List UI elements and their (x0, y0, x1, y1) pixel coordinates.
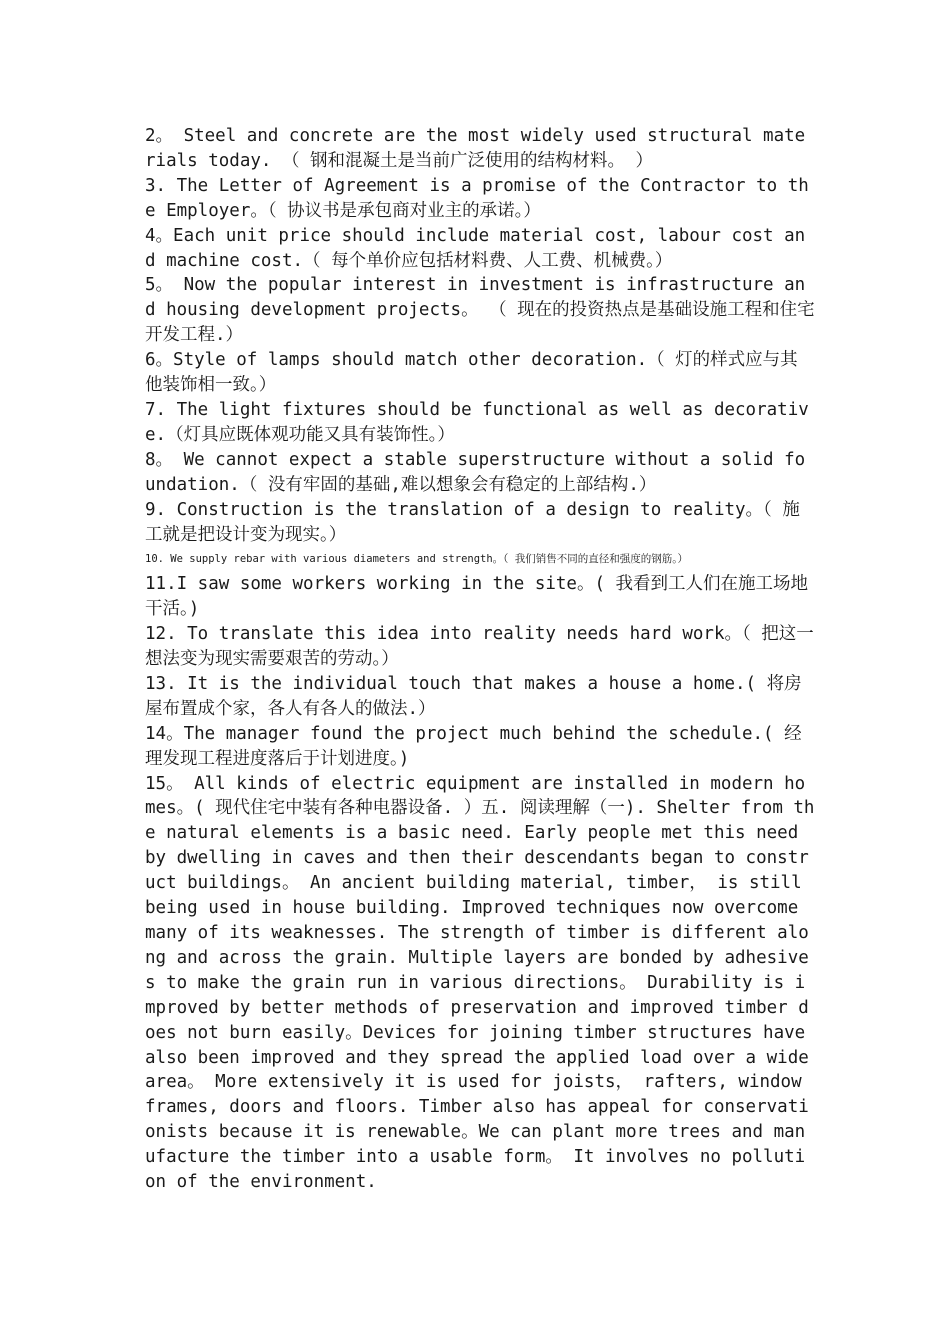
sentence-6: 6。Style of lamps should match other decoration.（ 灯的样式应与其他装饰相一致。） (145, 350, 798, 396)
sentence-14: 14。The manager found the project much behind the schedule.( 经理发现工程进度落后于计划进度。) (145, 723, 802, 769)
sentence-5: 5。 Now the popular interest in investment is infrastructure and housing development projects。 （ 现在的投资热点是基础设施工程和住宅开发工程.） (145, 275, 815, 346)
sentence-3: 3. The Letter of Agreement is a promise of the Contractor to the Employer。（ 协议书是承包商对业主的承诺。） (145, 175, 809, 221)
sentence-10: 10. We supply rebar with various diameters and strength。（ 我们销售不同的直径和强度的钢筋。） (145, 553, 689, 566)
document-text (145, 124, 815, 1195)
sentence-15-and-reading-passage: 15。 All kinds of electric equipment are installed in modern homes。( 现代住宅中装有各种电器设备. ）五. 阅读理解（一). Shelter from the natural elements is a basic need. Early people met this need by dwelling in caves and then their descendants began to construct buildings。 An ancient building material, timber， is still being used in house building. Improved techniques now overcome many of its weaknesses. The strength of timber is different along and across the grain. Multiple layers are bonded by adhesives to make the grain run in various directions。 Durability is improved by better methods of preservation and improved timber does not burn easily。Devices for joining timber structures have also been improved and they spread the applied load over a wide area。 More extensively it is used for joists， rafters, window frames, doors and floors. Timber also has appeal for conservationists because it is renewable。We can plant more trees and manufacture the timber into a usable form。 It involves no pollution of the environment. (145, 773, 815, 1193)
sentence-11: 11.I saw some workers working in the site。( 我看到工人们在施工场地干活。) (145, 574, 809, 620)
sentence-8: 8。 We cannot expect a stable superstructure without a solid foundation.（ 没有牢固的基础,难以想象会有稳定的上部结构.） (145, 449, 806, 495)
sentence-7: 7. The light fixtures should be functional as well as decorative.（灯具应既体观功能又具有装饰性。） (145, 399, 809, 445)
sentence-9: 9. Construction is the translation of a design to reality。（ 施工就是把设计变为现实。） (145, 499, 800, 545)
sentence-4: 4。Each unit price should include material cost, labour cost and machine cost.（ 每个单价应包括材料费、人工费、机械费。） (145, 225, 806, 271)
sentence-13: 13. It is the individual touch that makes a house a home.( 将房屋布置成个家，各人有各人的做法.） (145, 673, 802, 719)
sentence-2: 2。 Steel and concrete are the most widely used structural materials today. （ 钢和混凝土是当前广泛使用的结构材料。 ） (145, 126, 806, 171)
sentence-12: 12. To translate this idea into reality needs hard work。（ 把这一想法变为现实需要艰苦的劳动。） (145, 624, 814, 670)
